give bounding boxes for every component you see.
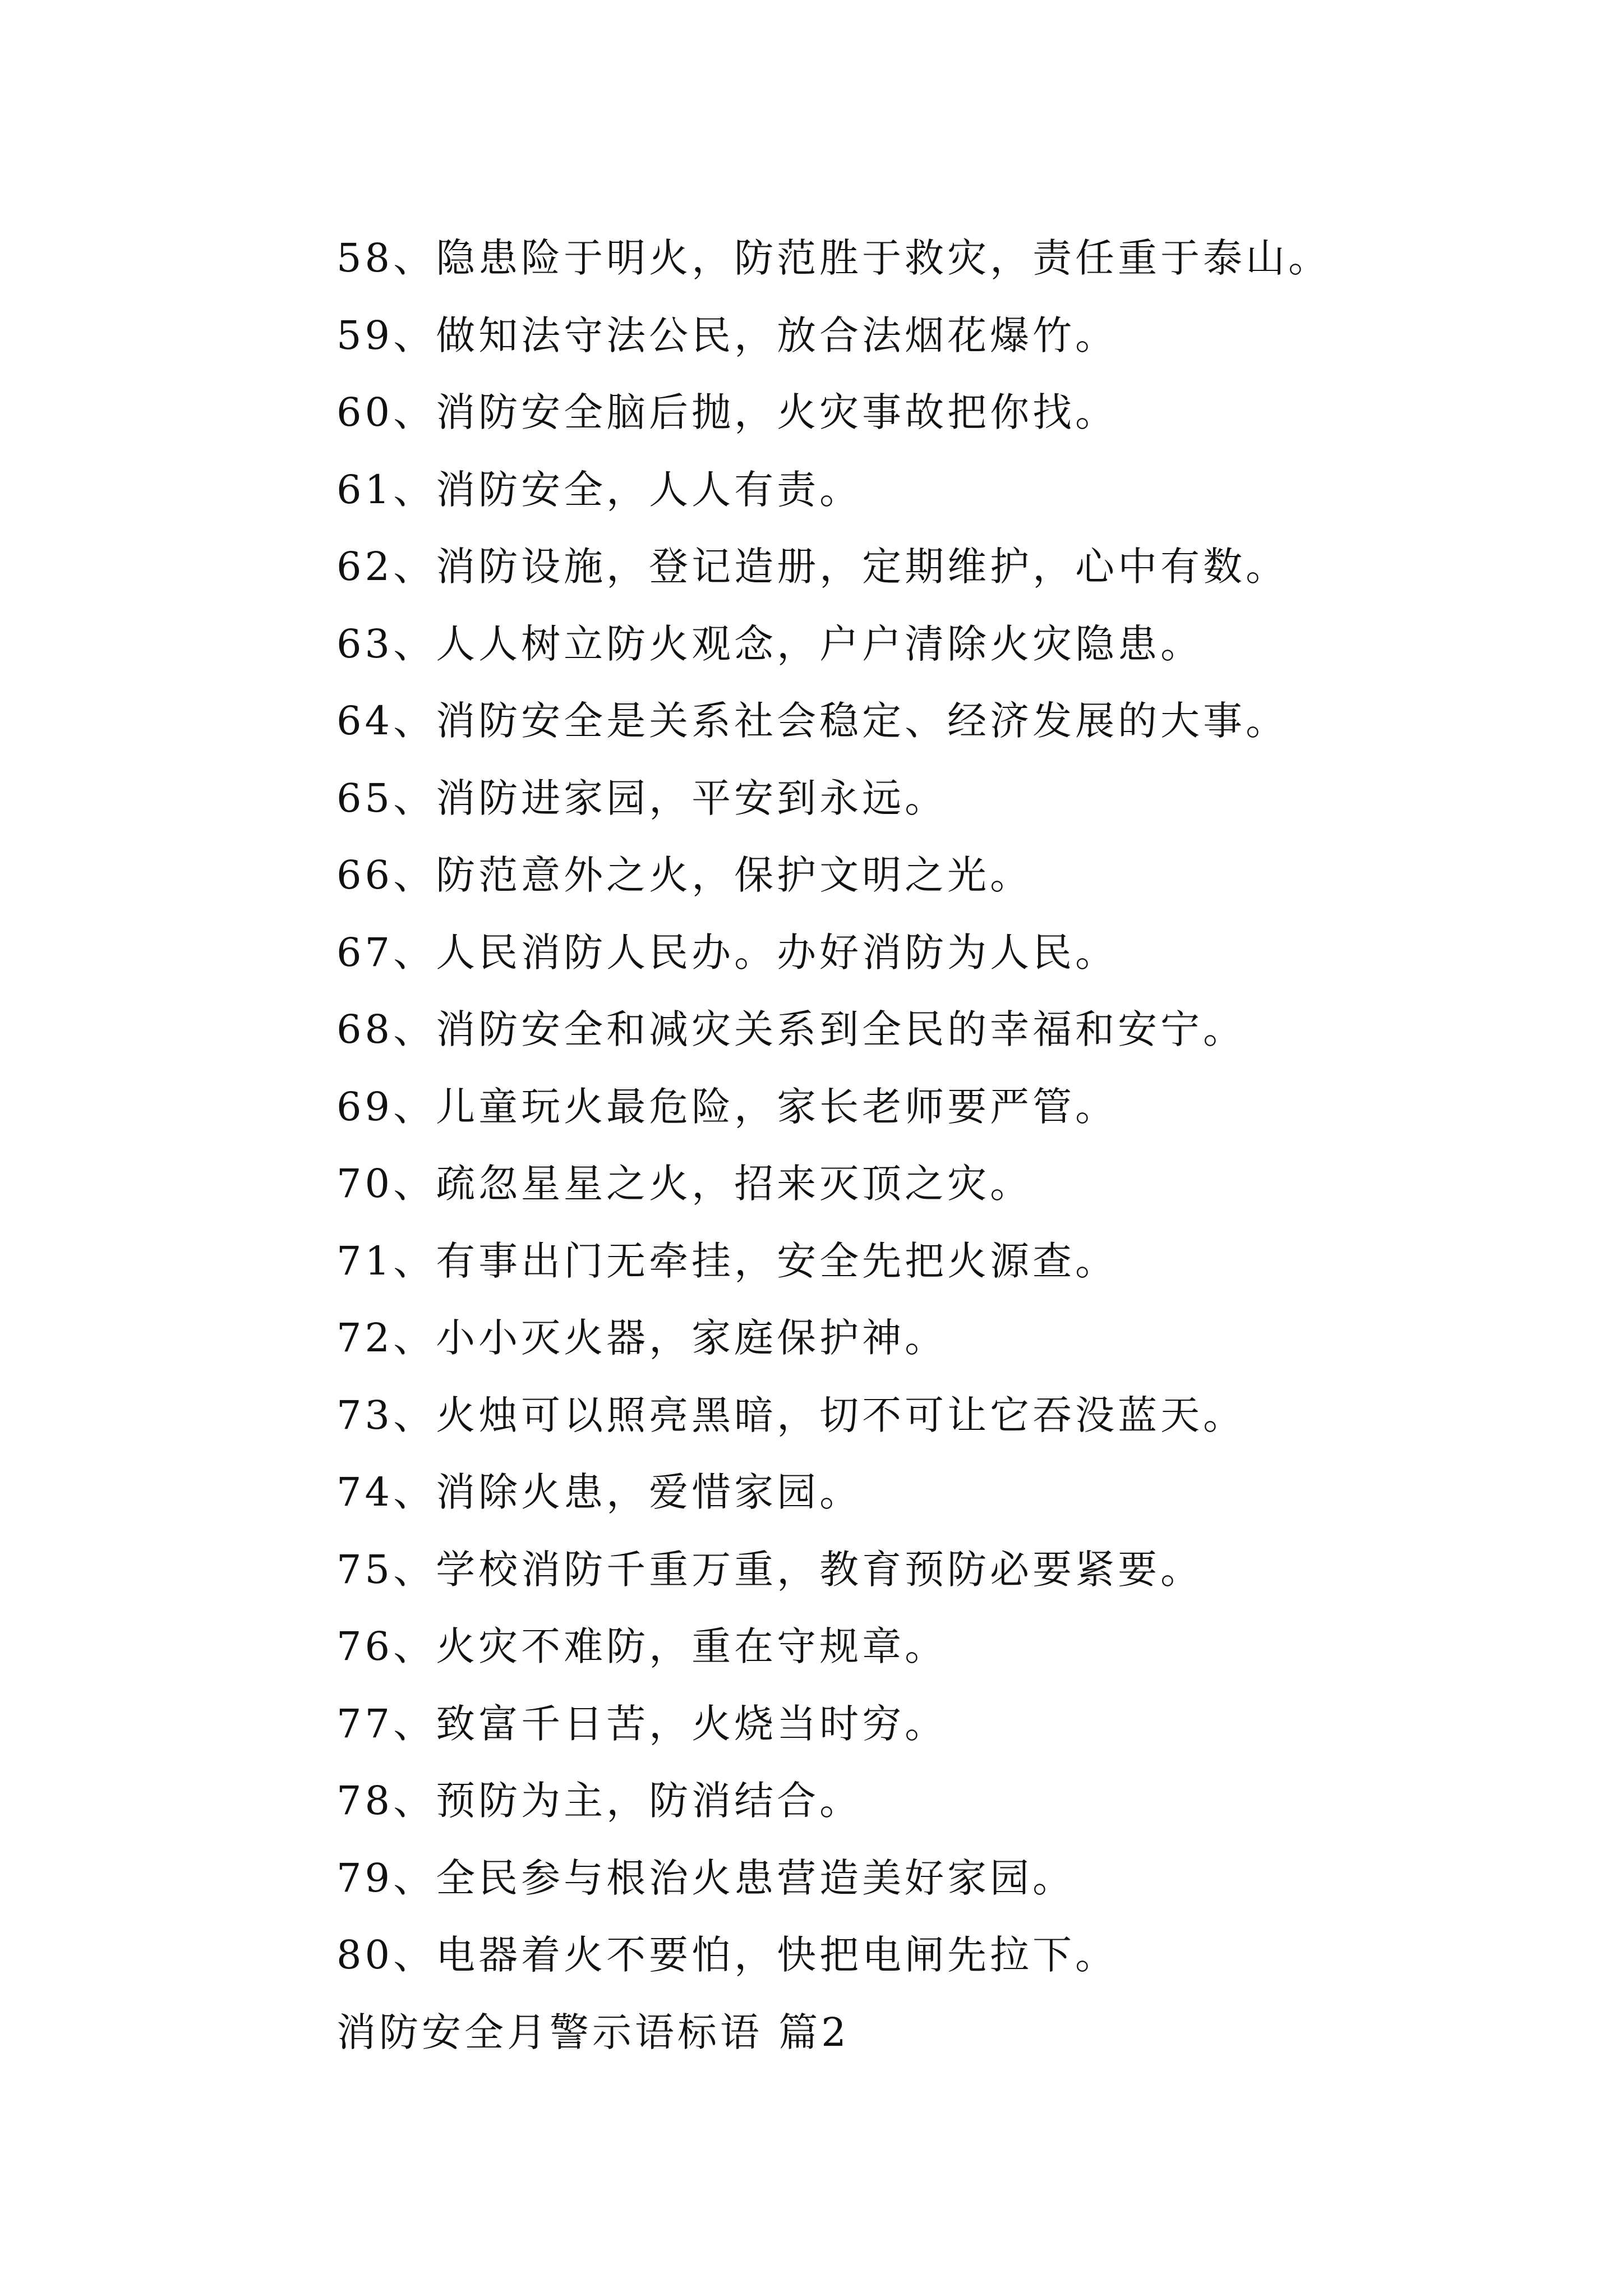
slogan-line: 69、儿童玩火最危险，家长老师要严管。 xyxy=(336,1083,1118,1130)
slogan-line: 63、人人树立防火观念，户户清除火灾隐患。 xyxy=(336,620,1204,667)
slogan-line: 60、消防安全脑后抛，火灾事故把你找。 xyxy=(336,389,1118,435)
slogan-line: 66、防范意外之火，保护文明之光。 xyxy=(336,852,1033,898)
slogan-line: 77、致富千日苦，火烧当时穷。 xyxy=(336,1700,948,1747)
slogan-line: 76、火灾不难防，重在守规章。 xyxy=(336,1623,948,1669)
slogan-line: 65、消防进家园，平安到永远。 xyxy=(336,775,948,821)
slogan-line: 59、做知法守法公民，放合法烟花爆竹。 xyxy=(336,312,1118,358)
slogan-line: 80、电器着火不要怕，快把电闸先拉下。 xyxy=(336,1932,1118,1978)
slogan-line: 71、有事出门无牵挂，安全先把火源查。 xyxy=(336,1237,1118,1284)
slogan-line: 73、火烛可以照亮黑暗，切不可让它吞没蓝天。 xyxy=(336,1392,1246,1438)
slogan-line: 62、消防设施，登记造册，定期维护，心中有数。 xyxy=(336,544,1289,590)
slogan-line: 78、预防为主，防消结合。 xyxy=(336,1778,863,1824)
section-heading: 消防安全月警示语标语 篇2 xyxy=(336,2009,850,2055)
slogan-line: 58、隐患险于明火，防范胜于救灾，责任重于泰山。 xyxy=(336,235,1331,281)
slogan-line: 75、学校消防千重万重，教育预防必要紧要。 xyxy=(336,1546,1204,1593)
slogan-list xyxy=(336,220,1514,2071)
slogan-line: 79、全民参与根治火患营造美好家园。 xyxy=(336,1855,1076,1901)
slogan-line: 64、消防安全是关系社会稳定、经济发展的大事。 xyxy=(336,698,1289,744)
slogan-line: 67、人民消防人民办。办好消防为人民。 xyxy=(336,929,1118,976)
slogan-line: 74、消除火患，爱惜家园。 xyxy=(336,1469,863,1515)
slogan-line: 68、消防安全和减灾关系到全民的幸福和安宁。 xyxy=(336,1006,1246,1052)
slogan-line: 72、小小灭火器，家庭保护神。 xyxy=(336,1315,948,1361)
slogan-line: 70、疏忽星星之火，招来灭顶之灾。 xyxy=(336,1161,1033,1207)
slogan-line: 61、消防安全，人人有责。 xyxy=(336,466,863,513)
